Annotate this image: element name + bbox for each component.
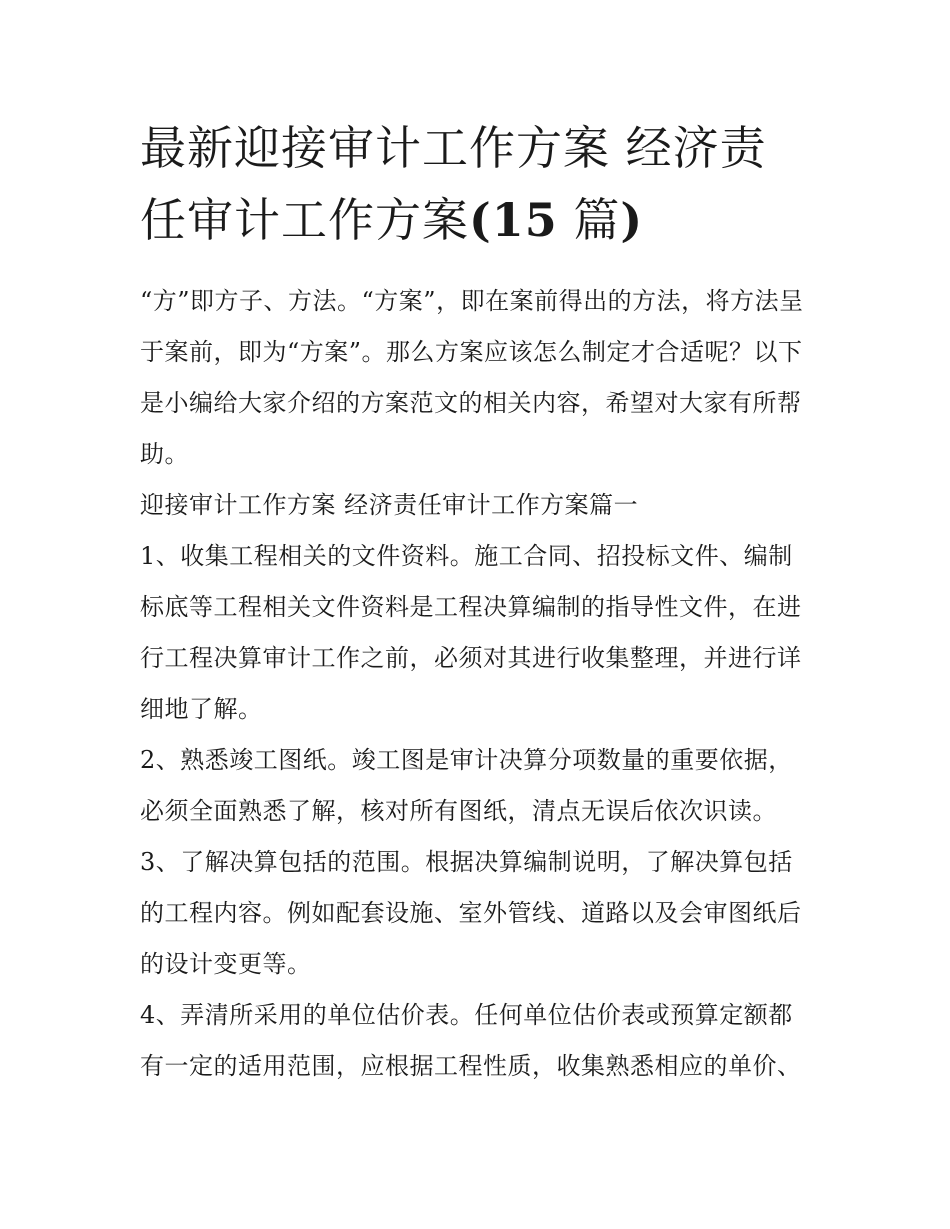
list-item-1: 1、收集工程相关的文件资料。施工合同、招投标文件、编制标底等工程相关文件资料是工程决算编制的指导性文件，在进行工程决算审计工作之前，必须对其进行收集整理，并进行详细地了解。 [140, 542, 802, 723]
list-item-3: 3、了解决算包括的范围。根据决算编制说明，了解决算包括的工程内容。例如配套设施、室外管线、道路以及会审图纸后的设计变更等。 [140, 848, 802, 978]
intro-paragraph: “方”即方子、方法。“方案”，即在案前得出的方法，将方法呈于案前，即为“方案”。那么方案应该怎么制定才合适呢？以下是小编给大家介绍的方案范文的相关内容，希望对大家有所帮助。 [140, 287, 804, 468]
list-item-2: 2、熟悉竣工图纸。竣工图是审计决算分项数量的重要依据，必须全面熟悉了解，核对所有图纸，清点无误后依次识读。 [140, 746, 793, 825]
document-title [140, 112, 812, 256]
title-line-1: 最新迎接审计工作方案 经济责 [140, 121, 767, 175]
title-count: (15 [469, 193, 558, 247]
title-unit: 篇 [573, 193, 621, 247]
document-body [140, 276, 812, 1092]
section-heading: 迎接审计工作方案 经济责任审计工作方案篇一 [140, 491, 639, 519]
title-line-2: 任审计工作方案 [140, 193, 469, 247]
list-item-4: 4、弄清所采用的单位估价表。任何单位估价表或预算定额都有一定的适用范围，应根据工程性质，收集熟悉相应的单价、 [140, 1001, 802, 1080]
title-close-paren: ) [620, 193, 644, 247]
